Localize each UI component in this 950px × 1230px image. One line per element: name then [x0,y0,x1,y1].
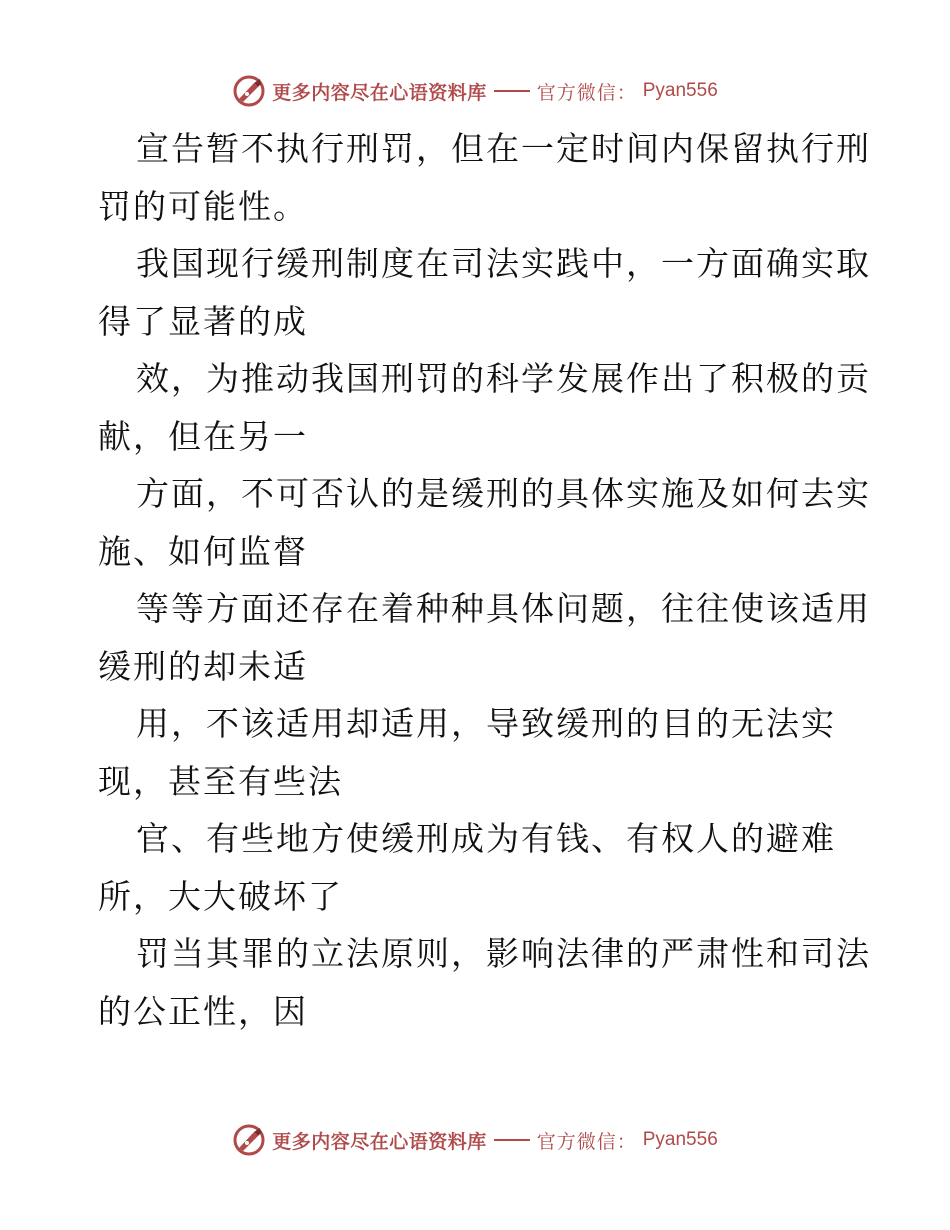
footer-banner [0,1120,950,1160]
body-line: 所，大大破坏了 [98,876,343,916]
body-line: 现，甚至有些法 [98,761,343,801]
body-line: 宣告暂不执行刑罚，但在一定时间内保留执行刑 [136,129,871,168]
banner-subtitle: 官方微信： [536,1130,637,1153]
body-line: 罚当其罪的立法原则，影响法律的严肃性和司法 [136,934,871,973]
body-line: 我国现行缓刑制度在司法实践中，一方面确实取 [136,244,871,283]
pen-nib-logo-icon [232,74,266,108]
body-line: 献，但在另一 [98,416,308,456]
body-line: 缓刑的却未适 [98,646,308,686]
body-line: 的公正性，因 [98,991,308,1031]
body-line: 官、有些地方使缓刑成为有钱、有权人的避难 [136,819,836,858]
banner-subtitle: 官方微信： [536,81,637,104]
body-line: 效，为推动我国刑罚的科学发展作出了积极的贡 [136,359,871,398]
body-line: 等等方面还存在着种种具体问题，往往使该适用 [136,589,871,628]
header-banner [0,71,950,111]
banner-dash [494,1139,530,1141]
banner-title: 更多内容尽在心语资料库 [272,1130,487,1153]
banner-code: Pyan556 [642,1129,718,1150]
body-line: 方面，不可否认的是缓刑的具体实施及如何去实 [136,474,871,513]
body-line: 用，不该适用却适用，导致缓刑的目的无法实 [136,704,836,743]
body-line: 罚的可能性。 [98,186,308,226]
pen-nib-logo-icon [232,1123,266,1157]
body-line: 得了显著的成 [98,301,308,341]
document-body [98,120,871,1040]
body-line: 施、如何监督 [98,531,308,571]
banner-title: 更多内容尽在心语资料库 [272,81,487,104]
banner-code: Pyan556 [642,80,718,101]
banner-dash [494,90,530,92]
